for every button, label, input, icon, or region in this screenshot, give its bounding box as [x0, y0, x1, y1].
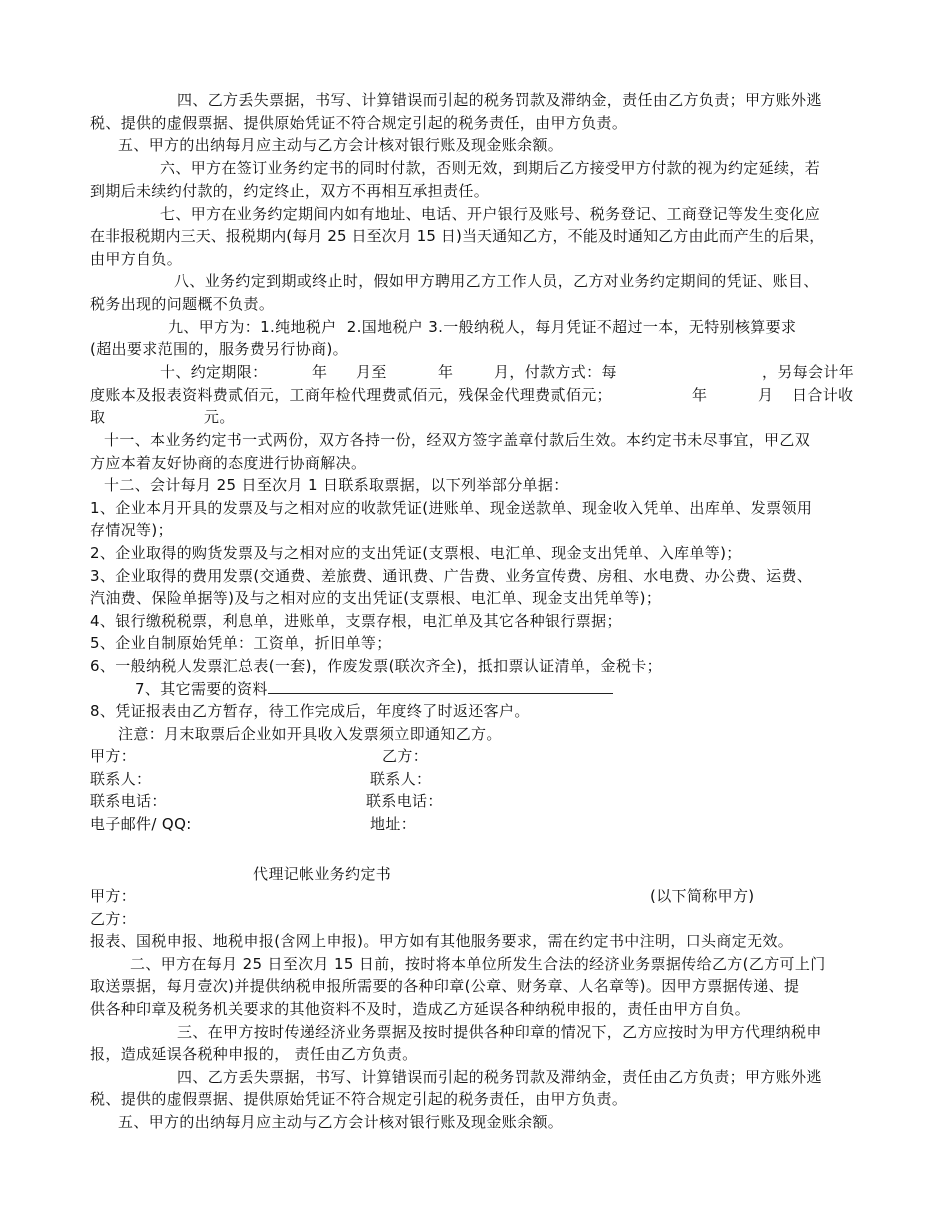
- clause-10-year-1: 年: [312, 363, 328, 381]
- party-b-label: 乙方：: [382, 747, 429, 765]
- party-a-contact-label: 联系人：: [90, 770, 152, 788]
- party-a-email-label: 电子邮件/ QQ:: [90, 815, 192, 833]
- item-5: 5、企业自制原始凭单：工资单，折旧单等；: [90, 634, 392, 652]
- second-page-title: 代理记帐业务约定书: [253, 865, 392, 883]
- party-b-contact-label: 联系人：: [370, 770, 432, 788]
- clause-10-month-3: 月: [758, 386, 774, 404]
- clause-10-payment: 月，付款方式：每: [494, 363, 617, 381]
- clause-6-line-2: 到期后未续约付款的，约定终止，双方不再相互承担责任。: [90, 182, 490, 200]
- note: 注意：月末取票后企业如开具收入发票须立即通知乙方。: [118, 725, 502, 743]
- clause-4-line-2: 税、提供的虚假票据、提供原始凭证不符合规定引起的税务责任，由甲方负责。: [90, 114, 628, 132]
- clause-6-line-1: 六、甲方在签订业务约定书的同时付款，否则无效，到期后乙方接受甲方付款的视为约定延续，若: [160, 159, 821, 177]
- item-7-blank-line: [268, 678, 613, 694]
- clause-10-year-3: 年: [692, 386, 708, 404]
- clause-2-line-2: 取送票据，每月壹次)并提供纳税申报所需要的各种印章(公章、财务章、人名章等)。因甲方票据传递、提: [90, 977, 800, 995]
- item-4: 4、银行缴税税票，利息单，进账单，支票存根，电汇单及其它各种银行票据；: [90, 612, 622, 630]
- item-8: 8、凭证报表由乙方暂存，待工作完成后，年度终了时返还客户。: [90, 702, 530, 720]
- clause-10-term-label: 十、约定期限：: [160, 363, 268, 381]
- clause-1-continuation: 报表、国税申报、地税申报(含网上申报)。甲方如有其他服务要求，需在约定书中注明，口头商定无效。: [90, 932, 794, 950]
- item-3-line-1: 3、企业取得的费用发票(交通费、差旅费、通讯费、广告费、业务宣传费、房租、水电费、办公费、运费、: [90, 567, 813, 585]
- clause-10-total: 日合计收: [792, 386, 854, 404]
- clause-12-heading: 十二、会计每月 25 日至次月 1 日联系取票据，以下列举部分单据：: [104, 476, 569, 494]
- clause-8-line-1: 八、业务约定到期或终止时，假如甲方聘用乙方工作人员，乙方对业务约定期间的凭证、账目、: [174, 272, 819, 290]
- clause-10-month-to: 月至: [356, 363, 387, 381]
- clause-3-line-2: 报，造成延误各税种申报的， 责任由乙方负责。: [90, 1045, 418, 1063]
- item-6: 6、一般纳税人发票汇总表(一套)，作废发票(联次齐全)，抵扣票认证清单，金税卡；: [90, 657, 662, 675]
- clause-10-take: 取: [90, 408, 106, 426]
- clause-7-line-3: 由甲方自负。: [90, 250, 183, 268]
- party-a-phone-label: 联系电话：: [90, 792, 167, 810]
- clause-4b-line-2: 税、提供的虚假票据、提供原始凭证不符合规定引起的税务责任，由甲方负责。: [90, 1090, 628, 1108]
- party-a-header-label: 甲方：: [90, 887, 137, 905]
- item-7: [135, 678, 613, 700]
- clause-10-yuan: 元。: [204, 408, 235, 426]
- clause-9-line-2: (超出要求范围的，服务费另行协商)。: [90, 340, 349, 358]
- clause-7-line-2: 在非报税期内三天、报税期内(每月 25 日至次月 15 日)当天通知乙方，不能及时通知乙方由此而产生的后果，: [90, 227, 825, 245]
- clause-5: 五、甲方的出纳每月应主动与乙方会计核对银行账及现金账余额。: [118, 136, 564, 154]
- clause-10-fees: 度账本及报表资料费贰佰元，工商年检代理费贰佰元，残保金代理费贰佰元；: [90, 386, 612, 404]
- party-b-phone-label: 联系电话：: [366, 792, 443, 810]
- clause-10-annual: ，另每会计年: [762, 363, 855, 381]
- item-7-label: 7、其它需要的资料: [135, 680, 268, 698]
- clause-10-year-2: 年: [438, 363, 454, 381]
- clause-7-line-1: 七、甲方在业务约定期间内如有地址、电话、开户银行及账号、税务登记、工商登记等发生变化应: [160, 205, 821, 223]
- item-1-line-1: 1、企业本月开具的发票及与之相对应的收款凭证(进账单、现金送款单、现金收入凭单、出库单、发票领用: [90, 499, 813, 517]
- item-2: 2、企业取得的购货发票及与之相对应的支出凭证(支票根、电汇单、现金支出凭单、入库单等)；: [90, 544, 742, 562]
- party-b-address-label: 地址：: [370, 815, 417, 833]
- item-3-line-2: 汽油费、保险单据等)及与之相对应的支出凭证(支票根、电汇单、现金支出凭单等)；: [90, 589, 662, 607]
- clause-5b: 五、甲方的出纳每月应主动与乙方会计核对银行账及现金账余额。: [118, 1113, 564, 1131]
- party-b-header-label: 乙方：: [90, 910, 137, 928]
- party-a-abbreviation: (以下简称甲方): [650, 887, 755, 905]
- clause-8-line-2: 税务出现的问题概不负责。: [90, 295, 275, 313]
- item-1-line-2: 存情况等)；: [90, 521, 173, 539]
- clause-4-line-1: 四、乙方丢失票据，书写、计算错误而引起的税务罚款及滞纳金，责任由乙方负责；甲方账外逃: [177, 91, 822, 109]
- party-a-label: 甲方：: [90, 747, 137, 765]
- clause-2-line-3: 供各种印章及税务机关要求的其他资料不及时，造成乙方延误各种纳税申报的，责任由甲方自负。: [90, 1000, 751, 1018]
- clause-2-line-1: 二、甲方在每月 25 日至次月 15 日前，按时将本单位所发生合法的经济业务票据传给乙方(乙方可上门: [130, 955, 826, 973]
- clause-11-line-2: 方应本着友好协商的态度进行协商解决。: [90, 454, 367, 472]
- clause-3-line-1: 三、在甲方按时传递经济业务票据及按时提供各种印章的情况下，乙方应按时为甲方代理纳税申: [177, 1023, 822, 1041]
- clause-9-line-1: 九、甲方为：1.纯地税户 2.国地税户 3.一般纳税人，每月凭证不超过一本，无特别核算要求: [168, 318, 797, 336]
- clause-4b-line-1: 四、乙方丢失票据，书写、计算错误而引起的税务罚款及滞纳金，责任由乙方负责；甲方账外逃: [177, 1068, 822, 1086]
- clause-11-line-1: 十一、本业务约定书一式两份，双方各持一份，经双方签字盖章付款后生效。本约定书未尽事宜，甲乙双: [104, 431, 811, 449]
